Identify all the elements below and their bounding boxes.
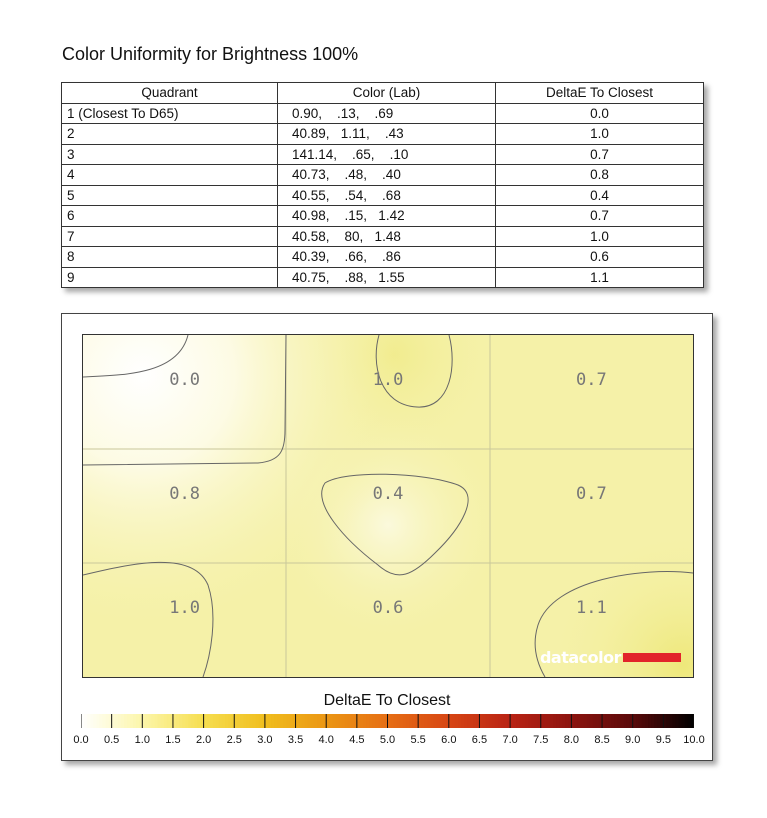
- colorbar-title: DeltaE To Closest: [323, 692, 451, 709]
- cell-color-lab: 40.58, 80, 1.48: [278, 226, 496, 247]
- cell-quadrant: 1 (Closest To D65): [62, 103, 278, 124]
- cell-deltae: 1.1: [496, 267, 704, 288]
- heatmap-cell-label: 0.6: [372, 598, 404, 618]
- colorbar-tick-label: 9.5: [655, 734, 671, 746]
- table-row: [62, 165, 704, 186]
- colorbar-tick-label: 1.5: [165, 734, 181, 746]
- cell-color-lab: 40.89, 1.11, .43: [278, 124, 496, 145]
- chart-title: Color Uniformity for Brightness 100%: [62, 44, 359, 64]
- cell-color-lab: 40.98, .15, 1.42: [278, 206, 496, 227]
- heatmap-cell-label: 0.4: [372, 484, 404, 504]
- colorbar-tick-label: 10.0: [683, 734, 705, 746]
- cell-deltae: 0.6: [496, 247, 704, 268]
- colorbar-tick-label: 2.5: [226, 734, 242, 746]
- cell-deltae: 1.0: [496, 124, 704, 145]
- table-row: [62, 144, 704, 165]
- header-color-lab: Color (Lab): [278, 83, 496, 104]
- cell-deltae: 1.0: [496, 226, 704, 247]
- heatmap-cell-label: 0.0: [169, 370, 201, 390]
- heatmap-cell-label: 0.8: [169, 484, 201, 504]
- colorbar-tick-label: 3.5: [287, 734, 304, 746]
- table-body: [62, 103, 704, 288]
- colorbar-tick-label: 0.0: [73, 734, 89, 746]
- cell-deltae: 0.8: [496, 165, 704, 186]
- colorbar-tick-label: 9.0: [625, 734, 641, 746]
- heatmap-panel: [61, 313, 713, 761]
- cell-quadrant: 6: [62, 206, 278, 227]
- cell-quadrant: 8: [62, 247, 278, 268]
- heatmap-cell-label: 1.1: [575, 598, 607, 618]
- cell-quadrant: 7: [62, 226, 278, 247]
- colorbar-tick-label: 3.0: [257, 734, 273, 746]
- colorbar-ticks: [62, 734, 712, 750]
- logo-text: datacolor: [539, 648, 621, 667]
- cell-quadrant: 3: [62, 144, 278, 165]
- colorbar-tick-label: 4.0: [318, 734, 334, 746]
- table-row: [62, 185, 704, 206]
- colorbar-tick-label: 5.5: [410, 734, 426, 746]
- cell-color-lab: 0.90, .13, .69: [278, 103, 496, 124]
- colorbar-tick-label: 1.0: [134, 734, 150, 746]
- cell-quadrant: 4: [62, 165, 278, 186]
- colorbar-tick-label: 8.5: [594, 734, 610, 746]
- colorbar-tick-label: 5.0: [379, 734, 396, 746]
- uniformity-table: [61, 82, 704, 288]
- table-row: [62, 226, 704, 247]
- table-header-row: [62, 83, 704, 104]
- heatmap-cell-label: 0.7: [575, 370, 607, 390]
- colorbar-tick-label: 6.0: [441, 734, 457, 746]
- table-row: [62, 124, 704, 145]
- cell-deltae: 0.0: [496, 103, 704, 124]
- colorbar-tick-label: 6.5: [471, 734, 488, 746]
- table-row: [62, 247, 704, 268]
- cell-color-lab: 40.73, .48, .40: [278, 165, 496, 186]
- colorbar: [81, 714, 694, 728]
- datacolor-logo: [540, 648, 681, 667]
- colorbar-tick-label: 7.0: [502, 734, 518, 746]
- cell-deltae: 0.7: [496, 144, 704, 165]
- heatmap-cell-label: 0.7: [575, 484, 607, 504]
- cell-quadrant: 9: [62, 267, 278, 288]
- cell-color-lab: 40.39, .66, .86: [278, 247, 496, 268]
- colorbar-tick-label: 8.0: [563, 734, 580, 746]
- colorbar-tick-label: 0.5: [103, 734, 120, 746]
- colorbar-tick-label: 7.5: [533, 734, 549, 746]
- cell-color-lab: 40.55, .54, .68: [278, 185, 496, 206]
- colorbar-tick-label: 4.5: [349, 734, 365, 746]
- cell-quadrant: 2: [62, 124, 278, 145]
- cell-color-lab: 40.75, .88, 1.55: [278, 267, 496, 288]
- cell-color-lab: 141.14, .65, .10: [278, 144, 496, 165]
- cell-deltae: 0.4: [496, 185, 704, 206]
- logo-red-bar: [623, 653, 681, 662]
- table-row: [62, 267, 704, 288]
- colorbar-tick-label: 2.0: [195, 734, 212, 746]
- cell-deltae: 0.7: [496, 206, 704, 227]
- heatmap-cell-label: 1.0: [169, 598, 201, 618]
- heatmap-cell-label: 1.0: [372, 370, 404, 390]
- heatmap-plot: [82, 334, 694, 678]
- header-deltae: DeltaE To Closest: [496, 83, 704, 104]
- cell-quadrant: 5: [62, 185, 278, 206]
- table-row: [62, 103, 704, 124]
- table-row: [62, 206, 704, 227]
- header-quadrant: Quadrant: [62, 83, 278, 104]
